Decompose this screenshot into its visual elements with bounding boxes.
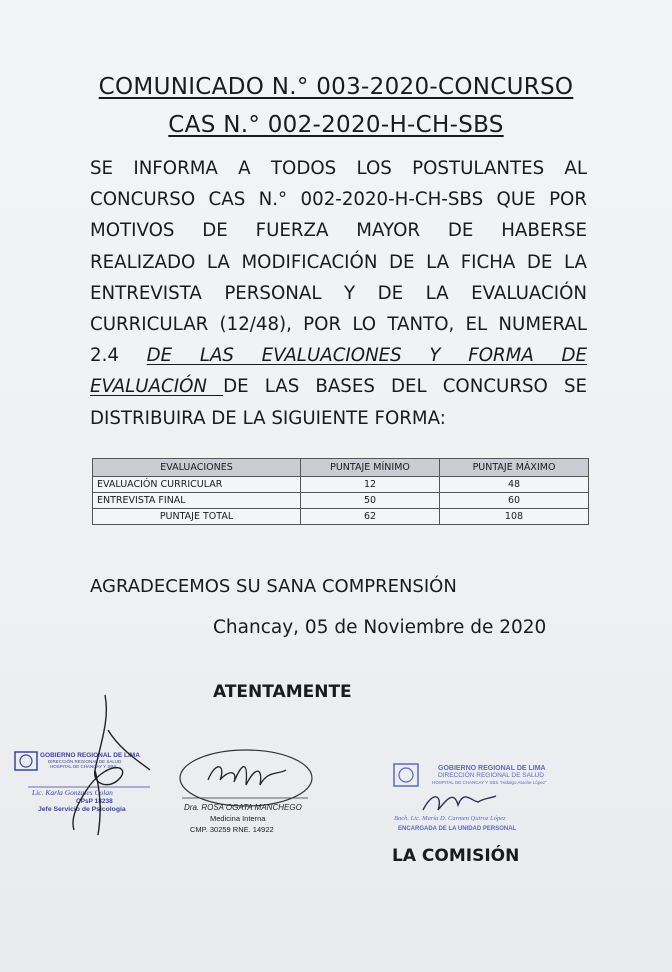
table-cell: 12 — [301, 477, 440, 493]
atentamente-text: ATENTAMENTE — [213, 682, 352, 702]
thanks-text: AGRADECEMOS SU SANA COMPRENSIÓN — [90, 576, 457, 597]
stamp-right-graphic — [388, 760, 558, 840]
header-evaluaciones: EVALUACIONES — [93, 459, 301, 477]
body-line: SE INFORMA A TODOS LOS POSTULANTES AL — [90, 158, 587, 179]
stamp-right — [388, 760, 558, 840]
section-title-italic: DE LAS EVALUACIONES Y FORMA DE — [146, 345, 587, 367]
body-line: CURRICULAR (12/48), POR LO TANTO, EL NUMERAL — [90, 314, 587, 336]
header-minimo: PUNTAJE MÍNIMO — [301, 459, 440, 477]
body-line: REALIZADO LA MODIFICACIÓN DE LA FICHA DE LA — [90, 251, 587, 273]
table-cell: ENTREVISTA FINAL — [93, 493, 301, 509]
table-cell: 48 — [440, 477, 589, 493]
place-date: Chancay, 05 de Noviembre de 2020 — [213, 617, 547, 638]
stamp-left-name: Lic. Karla Gonzales Colan — [32, 788, 113, 797]
stamp-left-org: GOBIERNO REGIONAL DE LIMA — [40, 752, 140, 759]
table-cell: 62 — [301, 509, 440, 525]
stamp-right-hosp: HOSPITAL DE CHANCAY Y SBS "Hidalgo Atoche López" — [432, 780, 547, 785]
stamp-left-hosp: HOSPITAL DE CHANCAY Y SBS — [50, 764, 117, 769]
stamp-right-org: GOBIERNO REGIONAL DE LIMA — [438, 765, 546, 772]
table-row — [93, 493, 589, 509]
la-comision-text: LA COMISIÓN — [392, 846, 520, 866]
table-cell: 50 — [301, 493, 440, 509]
table-row — [93, 477, 589, 493]
stamp-left-dir: DIRECCIÓN REGIONAL DE SALUD — [48, 759, 122, 764]
body-line: CONCURSO CAS N.° 002-2020-H-CH-SBS QUE POR — [90, 189, 587, 211]
stamp-right-dir: DIRECCIÓN REGIONAL DE SALUD — [438, 772, 544, 779]
stamp-left-cpsp: CPsP 18238 — [76, 798, 113, 805]
stamp-center-name: Dra. ROSA OGATA MANCHEGO — [184, 803, 302, 812]
title-line-2: CAS N.° 002-2020-H-CH-SBS — [168, 112, 504, 138]
table-cell: EVALUACIÓN CURRICULAR — [93, 477, 301, 493]
stamp-center-role: Medicina Interna — [210, 814, 266, 823]
body-line: 2.4 DE LAS EVALUACIONES Y FORMA DE — [90, 345, 587, 367]
stamp-center-cmp: CMP. 30259 RNE. 14922 — [190, 825, 274, 834]
stamp-center — [168, 740, 318, 840]
title-line-1: COMUNICADO N.° 003-2020-CONCURSO — [98, 74, 574, 100]
table-cell: 60 — [440, 493, 589, 509]
table-row — [93, 509, 589, 525]
table-cell: PUNTAJE TOTAL — [93, 509, 301, 525]
section-title-italic-2: EVALUACIÓN — [90, 376, 224, 398]
body-paragraph — [90, 153, 587, 434]
stamp-left-role: Jefe Servicio de Psicología — [38, 806, 126, 813]
scores-table — [92, 458, 589, 525]
table-cell: 108 — [440, 509, 589, 525]
stamp-right-role: ENCARGADA DE LA UNIDAD PERSONAL — [398, 826, 517, 832]
body-line: EVALUACIÓN DE LAS BASES DEL CONCURSO SE — [90, 376, 587, 398]
body-line: ENTREVISTA PERSONAL Y DE LA EVALUACIÓN — [90, 282, 587, 304]
body-line: MOTIVOS DE FUERZA MAYOR DE HABERSE — [90, 220, 587, 242]
table-header-row — [93, 459, 589, 477]
header-maximo: PUNTAJE MÁXIMO — [440, 459, 589, 477]
body-line: DISTRIBUIRA DE LA SIGUIENTE FORMA: — [90, 407, 446, 429]
signature-left — [50, 690, 160, 840]
stamp-center-graphic — [168, 740, 318, 840]
stamp-right-name: Bach. Lic. María D. Carmen Quiroz López — [394, 815, 506, 822]
